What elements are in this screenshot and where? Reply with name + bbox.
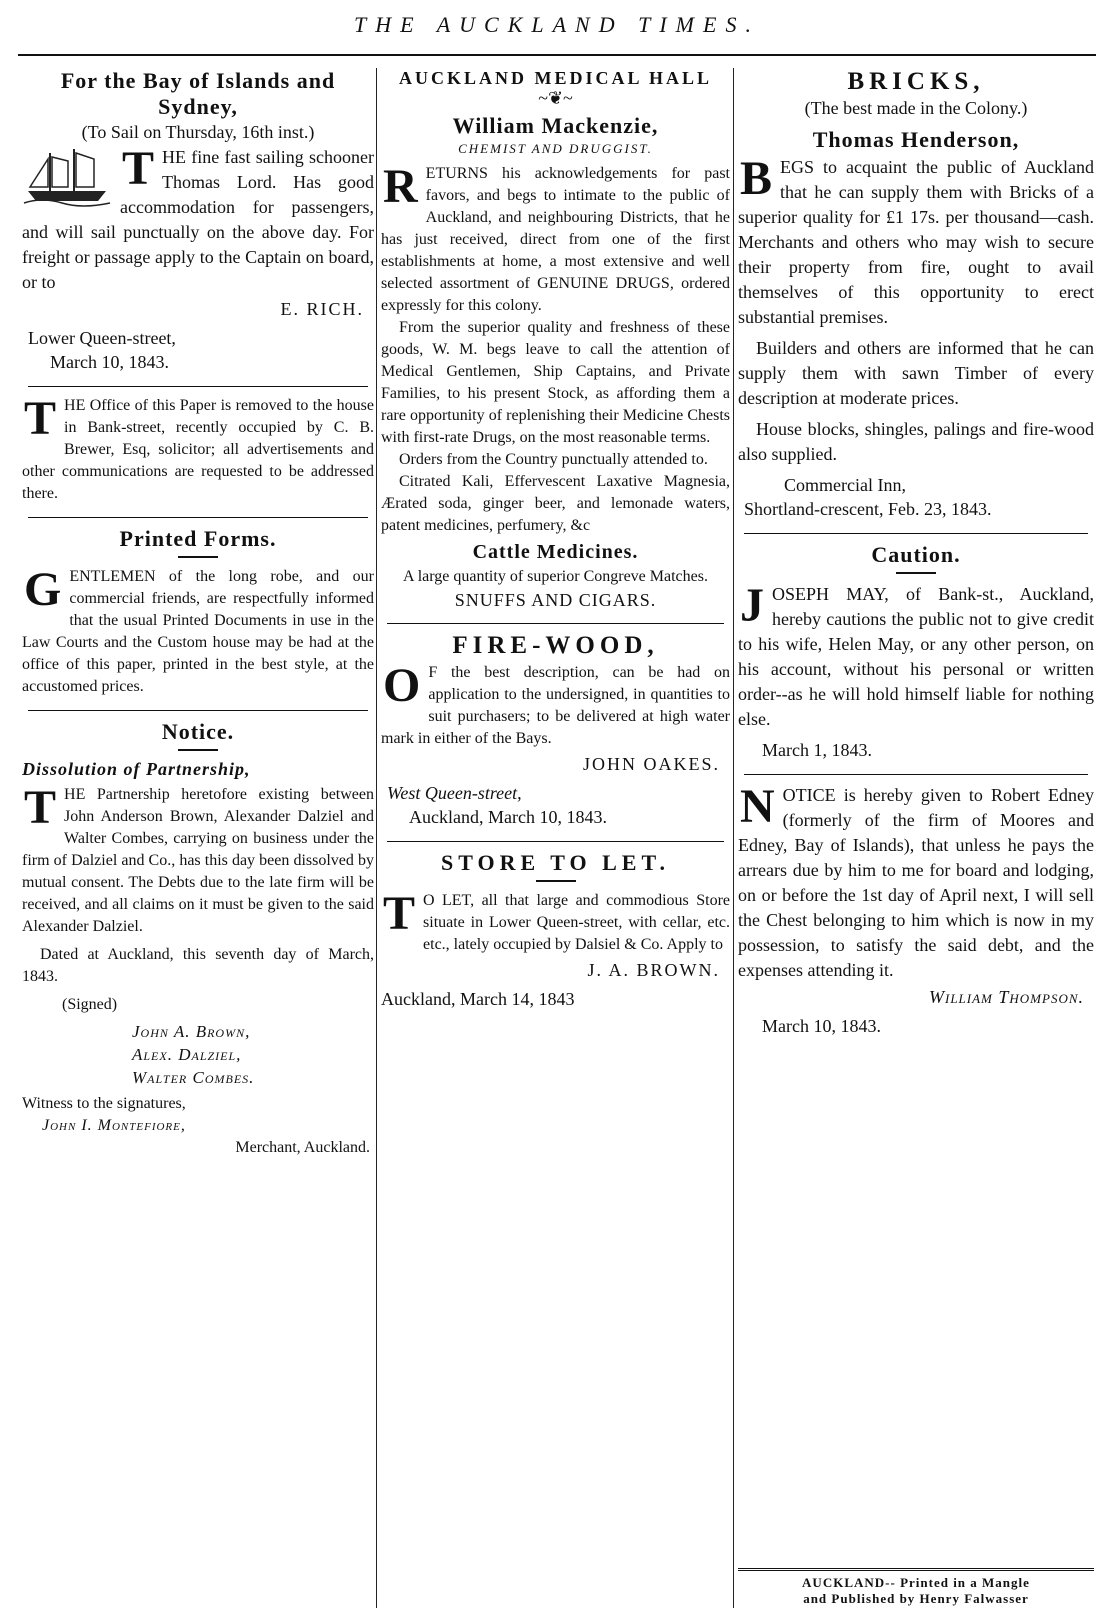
- ornament: ~❦~: [538, 88, 573, 108]
- medical-body-4: Citrated Kali, Effervescent Laxative Magnesia, Ærated soda, ginger beer, and lemonade waters, patent medicines, perfumery, &c: [381, 473, 730, 534]
- notice-dated: Dated at Auckland, this seventh day of March, 1843.: [22, 946, 374, 985]
- medical-body-3: Orders from the Country punctually attended to.: [399, 451, 708, 468]
- dateline-1: West Queen-street,: [387, 783, 522, 803]
- edney-notice: [738, 780, 1094, 1038]
- notice-witness: Witness to the signatures,: [22, 1095, 186, 1112]
- medical-body-1: ETURNS his acknowledgements for past favors, and begs to intimate to the public of Auckland, and neighbouring Districts, that he has just received, direct from one of the first establishments at home, a most extensive and well selected assortment of GENUINE DRUGS, ordered expressly for this colony.: [381, 165, 730, 314]
- dropcap: R: [383, 160, 418, 213]
- firewood-dateline: [387, 781, 730, 829]
- office-notice: [22, 392, 374, 505]
- signatory: John A. Brown,: [132, 1022, 251, 1041]
- caution-body: OSEPH MAY, of Bank-st., Auckland, hereby cautions the public not to give credit to his wife, Helen May, or any other person, on his account, without his personal or written order--as he will hold himself liable for nothing else.: [738, 584, 1094, 729]
- dateline-2: Auckland, March 10, 1843.: [409, 807, 607, 827]
- notice-signed: (Signed): [62, 996, 118, 1013]
- imprint-line-2: and Published by Henry Falwasser: [803, 1591, 1029, 1606]
- firewood-heading: FIRE-WOOD,: [452, 632, 659, 659]
- ship-ad-subheading: (To Sail on Thursday, 16th inst.): [81, 122, 315, 142]
- ship-ad-dateline: [28, 326, 374, 374]
- dropcap: G: [24, 563, 62, 616]
- caution-heading: Caution.: [871, 542, 961, 567]
- short-rule: [536, 880, 576, 882]
- ship-advertisement: [22, 68, 374, 374]
- bricks-body-3: House blocks, shingles, palings and fire-wood also supplied.: [738, 419, 1094, 464]
- store-heading: STORE TO LET.: [440, 850, 671, 875]
- edney-signature: William Thompson.: [929, 987, 1084, 1007]
- firewood-body: F the best description, can be had on application to the undersigned, in quantities to suit purchasers; to be delivered at high water mark in either of the Bays.: [381, 664, 730, 747]
- medical-hall-ad: [381, 68, 730, 611]
- dropcap: B: [740, 152, 773, 205]
- bricks-ad: [738, 68, 1094, 521]
- column-3: [738, 60, 1094, 1610]
- bricks-body-2: Builders and others are informed that he can supply them with sawn Timber of every description at moderate prices.: [738, 338, 1094, 408]
- bricks-body-1: EGS to acquaint the public of Auckland that he can supply them with Bricks of a superior quality for £1 17s. per thousand—cash. Merchants and others who may wish to secure their property from fire, ought to avail themselves of this opportunity to erect substantial premises.: [738, 157, 1094, 327]
- section-divider: [744, 533, 1088, 534]
- cattle-medicines-heading: Cattle Medicines.: [472, 541, 639, 563]
- signatories: [132, 1020, 374, 1089]
- section-divider: [744, 774, 1088, 775]
- section-divider: [28, 710, 368, 711]
- dropcap: O: [383, 659, 421, 712]
- signatory: Walter Combes.: [132, 1068, 255, 1087]
- short-rule: [178, 556, 218, 558]
- bricks-heading: BRICKS,: [847, 68, 985, 95]
- partnership-notice: [22, 719, 374, 1159]
- edney-dateline: March 10, 1843.: [762, 1016, 881, 1036]
- sailing-ship-icon: [22, 145, 114, 207]
- short-rule: [896, 572, 936, 574]
- printed-forms-heading: Printed Forms.: [119, 526, 277, 551]
- store-dateline: Auckland, March 14, 1843: [381, 989, 575, 1009]
- witness-name: John I. Montefiore,: [42, 1117, 186, 1134]
- store-to-let-ad: [381, 850, 730, 1011]
- section-divider: [387, 623, 724, 624]
- dropcap: T: [122, 142, 155, 195]
- ship-ad-heading: For the Bay of Islands and Sydney,: [60, 68, 336, 119]
- firewood-ad: [381, 632, 730, 829]
- column-divider: [733, 68, 734, 1608]
- masthead-rule: [18, 54, 1096, 56]
- signatory: Alex. Dalziel,: [132, 1045, 242, 1064]
- dateline-2: Shortland-crescent, Feb. 23, 1843.: [744, 499, 992, 519]
- bricks-subheading: (The best made in the Colony.): [804, 98, 1028, 118]
- caution-notice: [738, 542, 1094, 762]
- bricks-dateline: [744, 473, 1094, 521]
- dropcap: T: [24, 781, 57, 834]
- store-signature: J. A. BROWN.: [587, 960, 720, 980]
- notice-body: HE Partnership heretofore existing between John Anderson Brown, Alexander Dalziel and Walter Combes, carrying on business under the firm of Dalziel and Co., has this day been dissolved by mutual consent. The Debts due to the late firm will be received, and all claims on it must be given to the said Alexander Dalziel.: [22, 786, 374, 935]
- medical-body-2: From the superior quality and freshness of these goods, W. M. begs leave to call the attention of Medical Gentlemen, Ship Captains, and Private Families, to his present Stock, as affording them a rare opportunity of replenishing their Medicine Chests with first-rate Drugs, on the most reasonable terms.: [381, 319, 730, 446]
- medical-hall-heading: AUCKLAND MEDICAL HALL: [398, 68, 713, 88]
- dropcap: T: [24, 392, 57, 445]
- firewood-signature: JOHN OAKES.: [582, 754, 720, 774]
- section-divider: [387, 841, 724, 842]
- printed-forms-body: ENTLEMEN of the long robe, and our commercial friends, are respectfully informed that the usual Printed Documents in use in the Law Courts and the Custom house may be had at the office of this paper, printed in the best style, at the accustomed prices.: [22, 568, 374, 695]
- imprint: [738, 1568, 1094, 1607]
- office-notice-body: HE Office of this Paper is removed to the house in Bank-street, recently occupied by C. B. Brewer, Esq, solicitor; all advertisements and other communications are requested to be addressed there.: [22, 397, 374, 502]
- short-rule: [178, 749, 218, 751]
- caution-dateline: March 1, 1843.: [762, 740, 872, 760]
- edney-body: OTICE is hereby given to Robert Edney (formerly of the firm of Moores and Edney, Bay of Islands), that unless he pays the arrears due by him to me for board and lodging, on or before the 1st day of April next, I will sell the Chest belonging to him which is now in my possession, to satisfy the said debt, and the expenses attending it.: [738, 785, 1094, 980]
- dropcap: J: [740, 579, 764, 632]
- column-divider: [376, 68, 377, 1608]
- snuffs-cigars: SNUFFS AND CIGARS.: [454, 590, 657, 610]
- witness-title: Merchant, Auckland.: [235, 1139, 370, 1156]
- imprint-line-1: AUCKLAND-- Printed in a Mangle: [802, 1575, 1030, 1590]
- section-divider: [28, 386, 368, 387]
- column-2: [381, 60, 730, 1610]
- dropcap: N: [740, 780, 775, 833]
- ship-ad-body: HE fine fast sailing schooner Thomas Lord. Has good accommodation for passengers, and will sail punctually on the above day. For freight or passage apply to the Captain on board, or to: [22, 147, 374, 292]
- notice-subheading: Dissolution of Partnership,: [22, 759, 251, 779]
- medical-hall-trade: CHEMIST AND DRUGGIST.: [458, 141, 653, 156]
- dropcap: T: [383, 887, 416, 940]
- medical-hall-name: William Mackenzie,: [452, 113, 659, 138]
- section-divider: [28, 517, 368, 518]
- store-body: O LET, all that large and commodious Store situate in Lower Queen-street, with cellar, etc. etc., lately occupied by Dalsiel & Co. Apply to: [423, 892, 730, 953]
- ship-ad-signature: E. RICH.: [280, 299, 364, 319]
- notice-heading: Notice.: [161, 719, 235, 744]
- columns: [18, 60, 1096, 1610]
- dateline-1: Commercial Inn,: [784, 475, 906, 495]
- dateline-1: Lower Queen-street,: [28, 328, 176, 348]
- congreve-matches: A large quantity of superior Congreve Matches.: [403, 568, 708, 585]
- column-1: [22, 60, 374, 1610]
- bricks-name: Thomas Henderson,: [812, 127, 1020, 152]
- dateline-2: March 10, 1843.: [50, 352, 169, 372]
- masthead: THE AUCKLAND TIMES.: [354, 12, 760, 37]
- printed-forms: [22, 526, 374, 698]
